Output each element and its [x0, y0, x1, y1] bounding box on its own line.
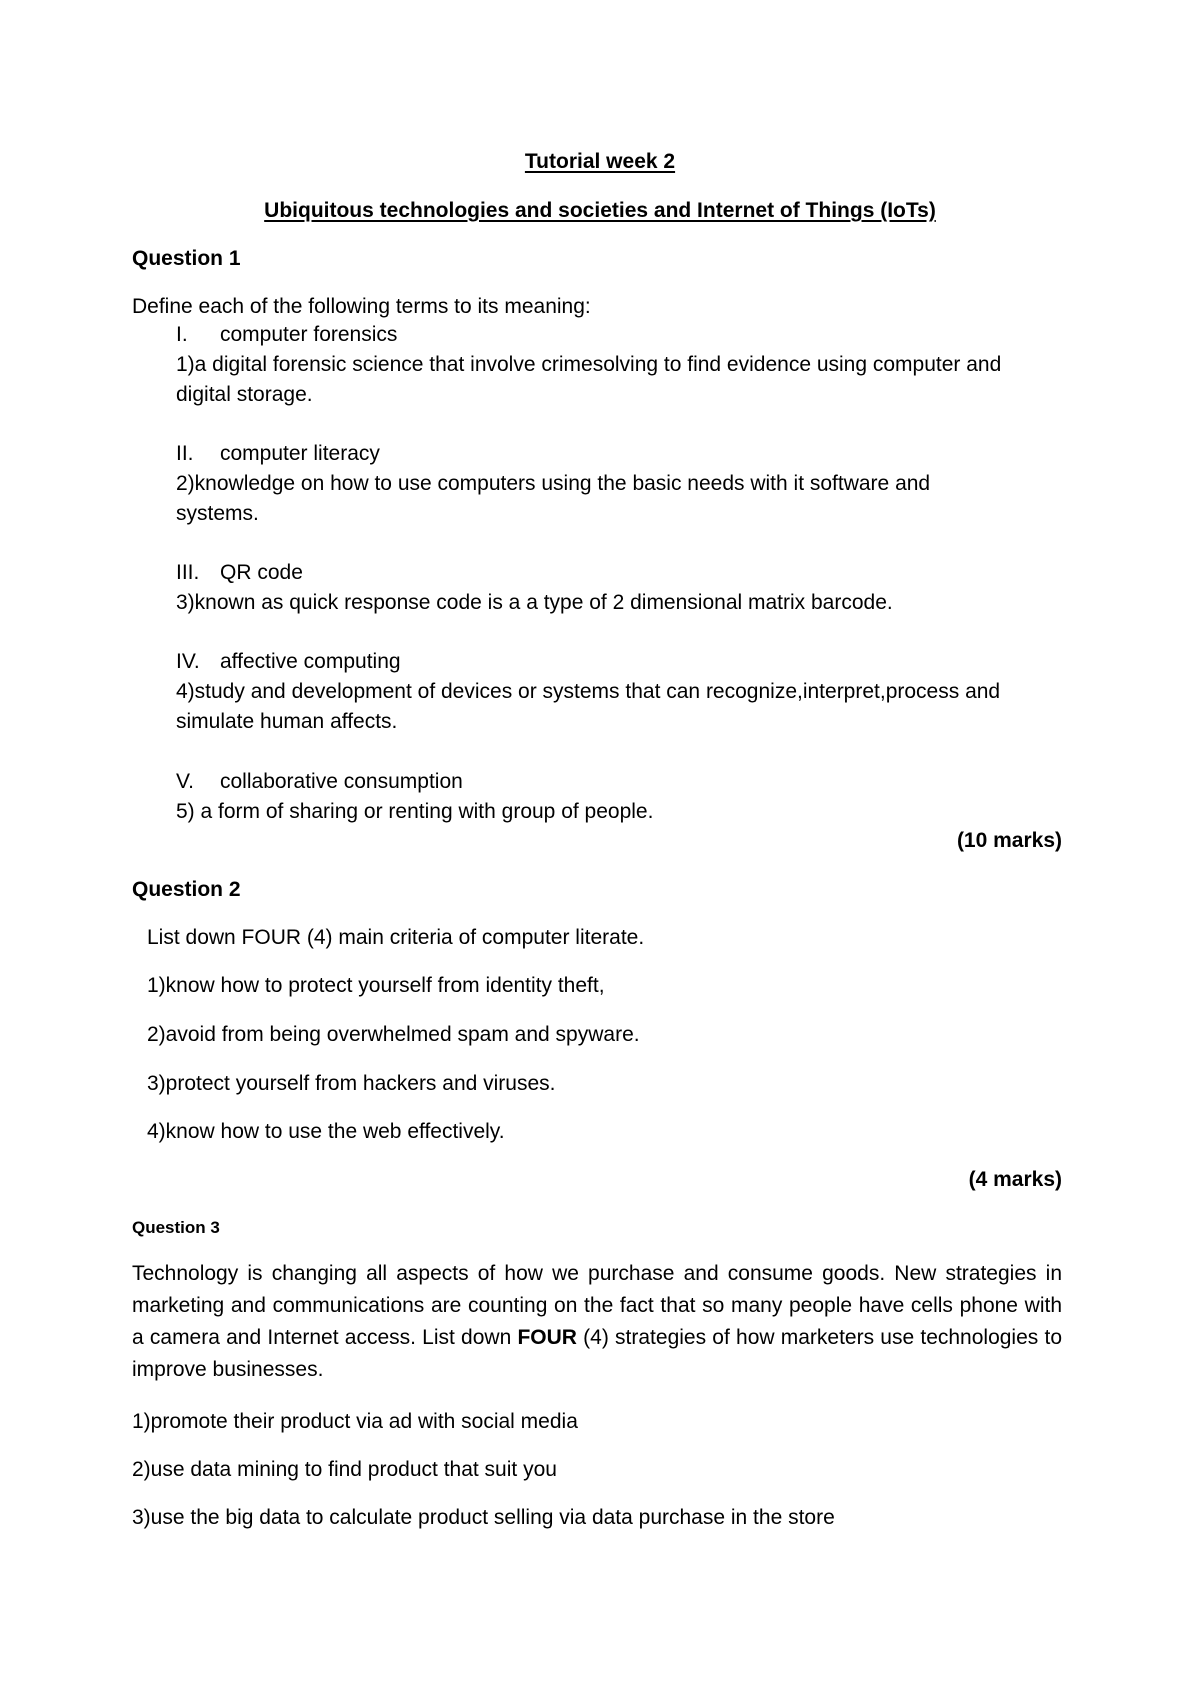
question-1-instruction: Define each of the following terms to its meaning:	[132, 295, 591, 318]
question-3-heading: Question 3	[132, 1218, 220, 1237]
term-numeral: IV.	[176, 650, 200, 673]
term-label: computer forensics	[220, 323, 398, 346]
term-label: QR code	[220, 561, 303, 584]
term-answer-continued: simulate human affects.	[176, 710, 398, 733]
question-2-heading: Question 2	[132, 878, 241, 901]
question-3-prompt-emphasis: FOUR	[517, 1326, 577, 1349]
question-1-heading: Question 1	[132, 247, 241, 270]
question-2-answer: 3)protect yourself from hackers and viruses.	[147, 1072, 556, 1095]
question-2-marks: (4 marks)	[968, 1168, 1062, 1191]
term-label: computer literacy	[220, 442, 380, 465]
question-1-marks: (10 marks)	[956, 829, 1062, 852]
question-2-answer: 1)know how to protect yourself from identity theft,	[147, 974, 605, 997]
term-answer: 3)known as quick response code is a a type of 2 dimensional matrix barcode.	[176, 591, 893, 614]
question-3-answer: 2)use data mining to find product that suit you	[132, 1458, 557, 1481]
term-answer: 1)a digital forensic science that involve crimesolving to find evidence using computer and	[176, 353, 1002, 376]
term-answer: 5) a form of sharing or renting with group of people.	[176, 800, 654, 823]
question-3-prompt-text-end: (4) strategies of how marketers use technologies to improve businesses.	[132, 1326, 1062, 1381]
term-numeral: I.	[176, 323, 188, 346]
term-label: collaborative consumption	[220, 770, 463, 793]
question-3-answer: 3)use the big data to calculate product selling via data purchase in the store	[132, 1506, 835, 1529]
term-numeral: V.	[176, 770, 194, 793]
question-3-prompt	[132, 1258, 1062, 1386]
question-2-instruction: List down FOUR (4) main criteria of computer literate.	[147, 926, 645, 949]
question-2-answer: 2)avoid from being overwhelmed spam and spyware.	[147, 1023, 640, 1046]
term-label: affective computing	[220, 650, 401, 673]
term-answer-continued: digital storage.	[176, 383, 313, 406]
term-answer-continued: systems.	[176, 502, 259, 525]
document-subtitle: Ubiquitous technologies and societies and Internet of Things (IoTs)	[264, 199, 936, 222]
question-3-prompt-text: Technology is changing all aspects of how we purchase and consume goods. New strategies in marketing and communications are counting on the fact that so many people have cells phone with a camera and Internet access. List down	[132, 1262, 1062, 1349]
question-3-answer: 1)promote their product via ad with social media	[132, 1410, 578, 1433]
document-title: Tutorial week 2	[524, 150, 676, 173]
term-answer: 4)study and development of devices or systems that can recognize,interpret,process and	[176, 680, 1001, 703]
question-2-answer: 4)know how to use the web effectively.	[147, 1120, 505, 1143]
term-numeral: II.	[176, 442, 194, 465]
term-answer: 2)knowledge on how to use computers using the basic needs with it software and	[176, 472, 931, 495]
term-numeral: III.	[176, 561, 200, 584]
